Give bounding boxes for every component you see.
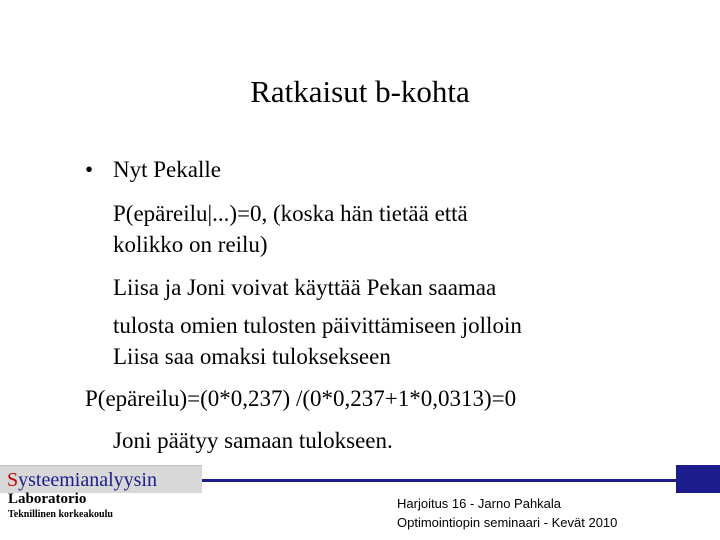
body-line: P(epäreilu|...)=0, (koska hän tietää että (113, 201, 468, 226)
footer-line-2: Optimointiopin seminaari - Kevät 2010 (397, 515, 618, 530)
body-line: P(epäreilu)=(0*0,237) /(0*0,237+1*0,0313)=0 (85, 386, 517, 411)
logo-initial: S (7, 469, 19, 491)
body-line: tulosta omien tulosten päivittämiseen jolloin (113, 313, 522, 338)
logo-square (676, 465, 720, 493)
body-line: Nyt Pekalle (113, 157, 221, 182)
logo-rule (202, 479, 677, 482)
body-line: Liisa saa omaksi tuloksekseen (113, 344, 391, 369)
bullet-icon: • (85, 157, 94, 182)
footer-line-1: Harjoitus 16 - Jarno Pahkala (397, 496, 562, 511)
slide-title: Ratkaisut b-kohta (250, 74, 470, 109)
logo-wordmark: ysteemianalyysin (18, 469, 157, 491)
university-name: Teknillinen korkeakoulu (8, 509, 113, 520)
footer (397, 494, 617, 532)
logo-bar (0, 465, 720, 493)
body-line: Joni päätyy samaan tulokseen. (113, 428, 393, 453)
lab-logo (0, 465, 202, 493)
body-line: kolikko on reilu) (113, 232, 268, 257)
body-line: Liisa ja Joni voivat käyttää Pekan saamaa (113, 275, 497, 300)
lab-name: Laboratorio (8, 491, 87, 507)
